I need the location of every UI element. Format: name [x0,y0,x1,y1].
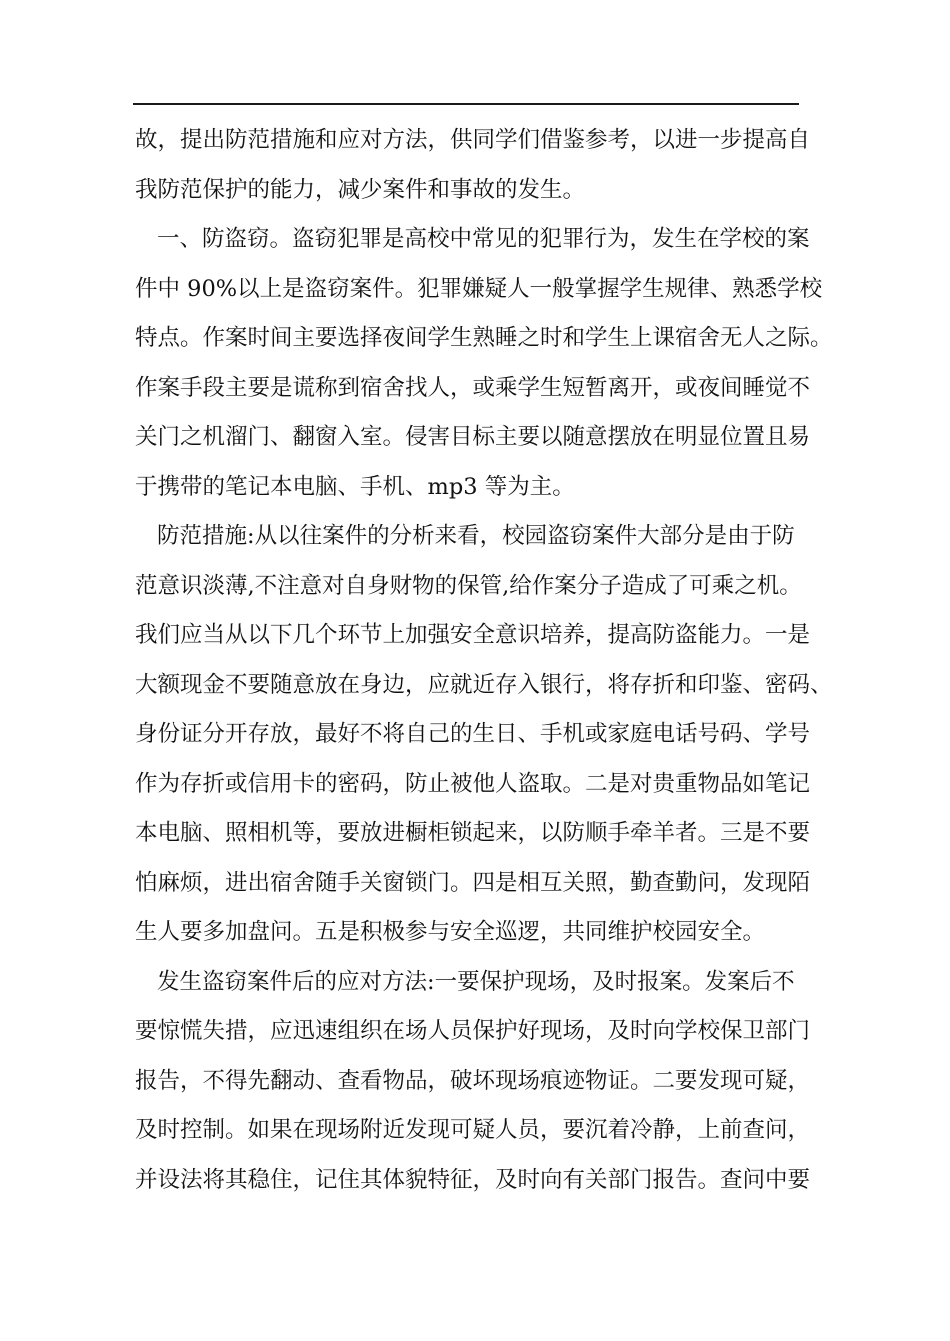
text-line: 报告，不得先翻动、查看物品，破坏现场痕迹物证。二要发现可疑， [135,1067,811,1094]
text-line: 一、防盗窃。盗窃犯罪是高校中常见的犯罪行为，发生在学校的案 [157,226,810,252]
text-line: 本电脑、照相机等，要放进橱柜锁起来，以防顺手牵羊者。三是不要 [135,820,811,846]
text-line: 范意识淡薄,不注意对自身财物的保管,给作案分子造成了可乘之机。 [135,572,802,599]
text-line: 我们应当从以下几个环节上加强安全意识培养，提高防盗能力。一是 [135,622,811,648]
text-line: 件中 90%以上是盗窃案件。犯罪嫌疑人一般掌握学生规律、熟悉学校 [135,275,823,302]
text-line: 特点。作案时间主要选择夜间学生熟睡之时和学生上课宿舍无人之际。 [135,325,833,351]
text-line: 于携带的笔记本电脑、手机、mp3 等为主。 [135,473,575,500]
text-line: 怕麻烦，进出宿舍随手关窗锁门。四是相互关照，勤查勤问，发现陌 [135,869,811,896]
text-line: 要惊慌失措，应迅速组织在场人员保护好现场，及时向学校保卫部门 [135,1018,811,1044]
text-line: 及时控制。如果在现场附近发现可疑人员，要沉着冷静，上前查问， [135,1117,811,1143]
text-line: 作为存折或信用卡的密码，防止被他人盗取。二是对贵重物品如笔记 [135,770,811,797]
text-line: 身份证分开存放，最好不将自己的生日、手机或家庭电话号码、学号 [135,721,811,747]
text-line: 防范措施:从以往案件的分析来看，校园盗窃案件大部分是由于防 [157,523,795,549]
text-line: 生人要多加盘问。五是积极参与安全巡逻，共同维护校园安全。 [135,919,766,945]
text-line: 作案手段主要是谎称到宿舍找人，或乘学生短暂离开，或夜间睡觉不 [135,374,811,401]
body-text [135,116,833,1205]
text-line: 故，提出防范措施和应对方法，供同学们借鉴参考，以进一步提高自 [135,127,811,153]
text-line: 发生盗窃案件后的应对方法:一要保护现场，及时报案。发案后不 [157,968,795,995]
header-rule [133,103,799,105]
text-line: 并设法将其稳住，记住其体貌特征，及时向有关部门报告。查问中要 [135,1166,811,1193]
text-line: 我防范保护的能力，减少案件和事故的发生。 [135,176,586,203]
text-line: 大额现金不要随意放在身边，应就近存入银行，将存折和印鉴、密码、 [135,671,833,698]
text-line: 关门之机溜门、翻窗入室。侵害目标主要以随意摆放在明显位置且易 [135,424,811,450]
